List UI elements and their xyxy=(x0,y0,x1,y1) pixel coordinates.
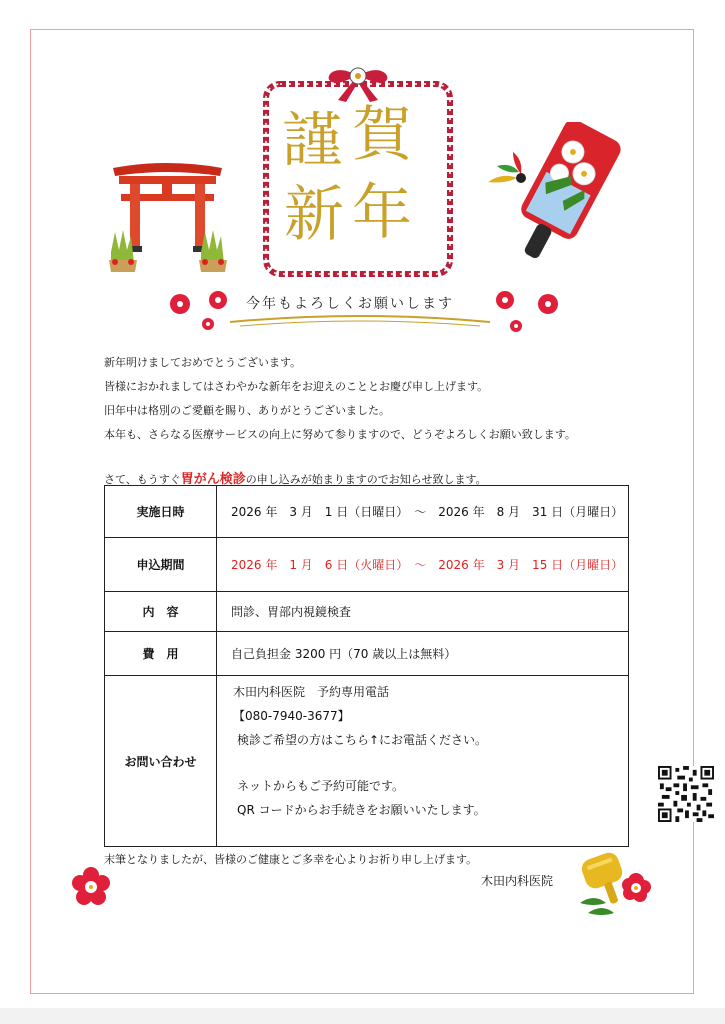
closing-text: 末筆となりましたが、皆様のご健康とご多幸を心よりお祈り申し上げます。 xyxy=(104,853,478,866)
intro-after: の申し込みが始まりますのでお知らせ致します。 xyxy=(245,473,487,486)
row-label: 実施日時 xyxy=(105,486,217,538)
new-year-title xyxy=(282,100,432,258)
contact-phone-note: 検診ご希望の方はこちら↑にお電話ください。 xyxy=(237,733,488,747)
contact-name: 木田内科医院 予約専用電話 xyxy=(233,685,390,699)
lucky-mallet-icon xyxy=(576,845,656,920)
row-label: 申込期間 xyxy=(105,538,217,592)
contact-phone[interactable]: 【080-7940-3677】 xyxy=(233,709,350,723)
row-value: 自己負担金 3200 円（70 歳以上は無料） xyxy=(217,632,629,676)
plum-flower-icon xyxy=(70,866,112,908)
qr-code-icon[interactable] xyxy=(658,766,714,822)
row-label: お問い合わせ xyxy=(105,676,217,847)
page-bottom-edge xyxy=(0,1008,725,1024)
title-char: 年 xyxy=(352,178,412,248)
row-label: 費 用 xyxy=(105,632,217,676)
table-row xyxy=(105,676,629,847)
table-row xyxy=(105,592,629,632)
intro-before: さて、もうすぐ xyxy=(104,473,181,486)
hagoita-paddle-icon xyxy=(483,122,623,267)
contact-net-note: ネットからもご予約可能です。 xyxy=(237,779,405,793)
title-char: 新 xyxy=(284,180,344,250)
clinic-signature: 木田内科医院 xyxy=(481,874,554,888)
table-row xyxy=(105,538,629,592)
title-char: 賀 xyxy=(352,100,412,170)
contact-cell xyxy=(217,676,629,847)
table-row xyxy=(105,486,629,538)
row-value: 2026 年 1 月 6 日（火曜日） ～ 2026 年 3 月 15 日（月曜日） xyxy=(217,538,629,592)
greeting-line: 皆様におかれましてはさわやかな新年をお迎えのこととお慶び申し上げます。 xyxy=(104,380,489,393)
greeting-line: 本年も、さらなる医療サービスの向上に努めて参りますので、どうぞよろしくお願い致します。 xyxy=(104,428,576,441)
row-value: 問診、胃部内視鏡検査 xyxy=(217,592,629,632)
contact-qr-note: QR コードからお手続きをお願いいたします。 xyxy=(237,803,486,817)
table-row xyxy=(105,632,629,676)
torii-gate-icon xyxy=(105,160,230,275)
title-char: 謹 xyxy=(282,106,342,176)
row-label: 内 容 xyxy=(105,592,217,632)
screening-info-table xyxy=(104,485,629,847)
row-value: 2026 年 3 月 1 日（日曜日） ～ 2026 年 8 月 31 日（月曜日） xyxy=(217,486,629,538)
greeting-line: 新年明けましておめでとうございます。 xyxy=(104,356,302,369)
banner-text: 今年もよろしくお願いします xyxy=(246,296,454,312)
intro-highlight: 胃がん検診 xyxy=(180,472,246,487)
greeting-line: 旧年中は格別のご愛顧を賜り、ありがとうございました。 xyxy=(104,404,390,417)
